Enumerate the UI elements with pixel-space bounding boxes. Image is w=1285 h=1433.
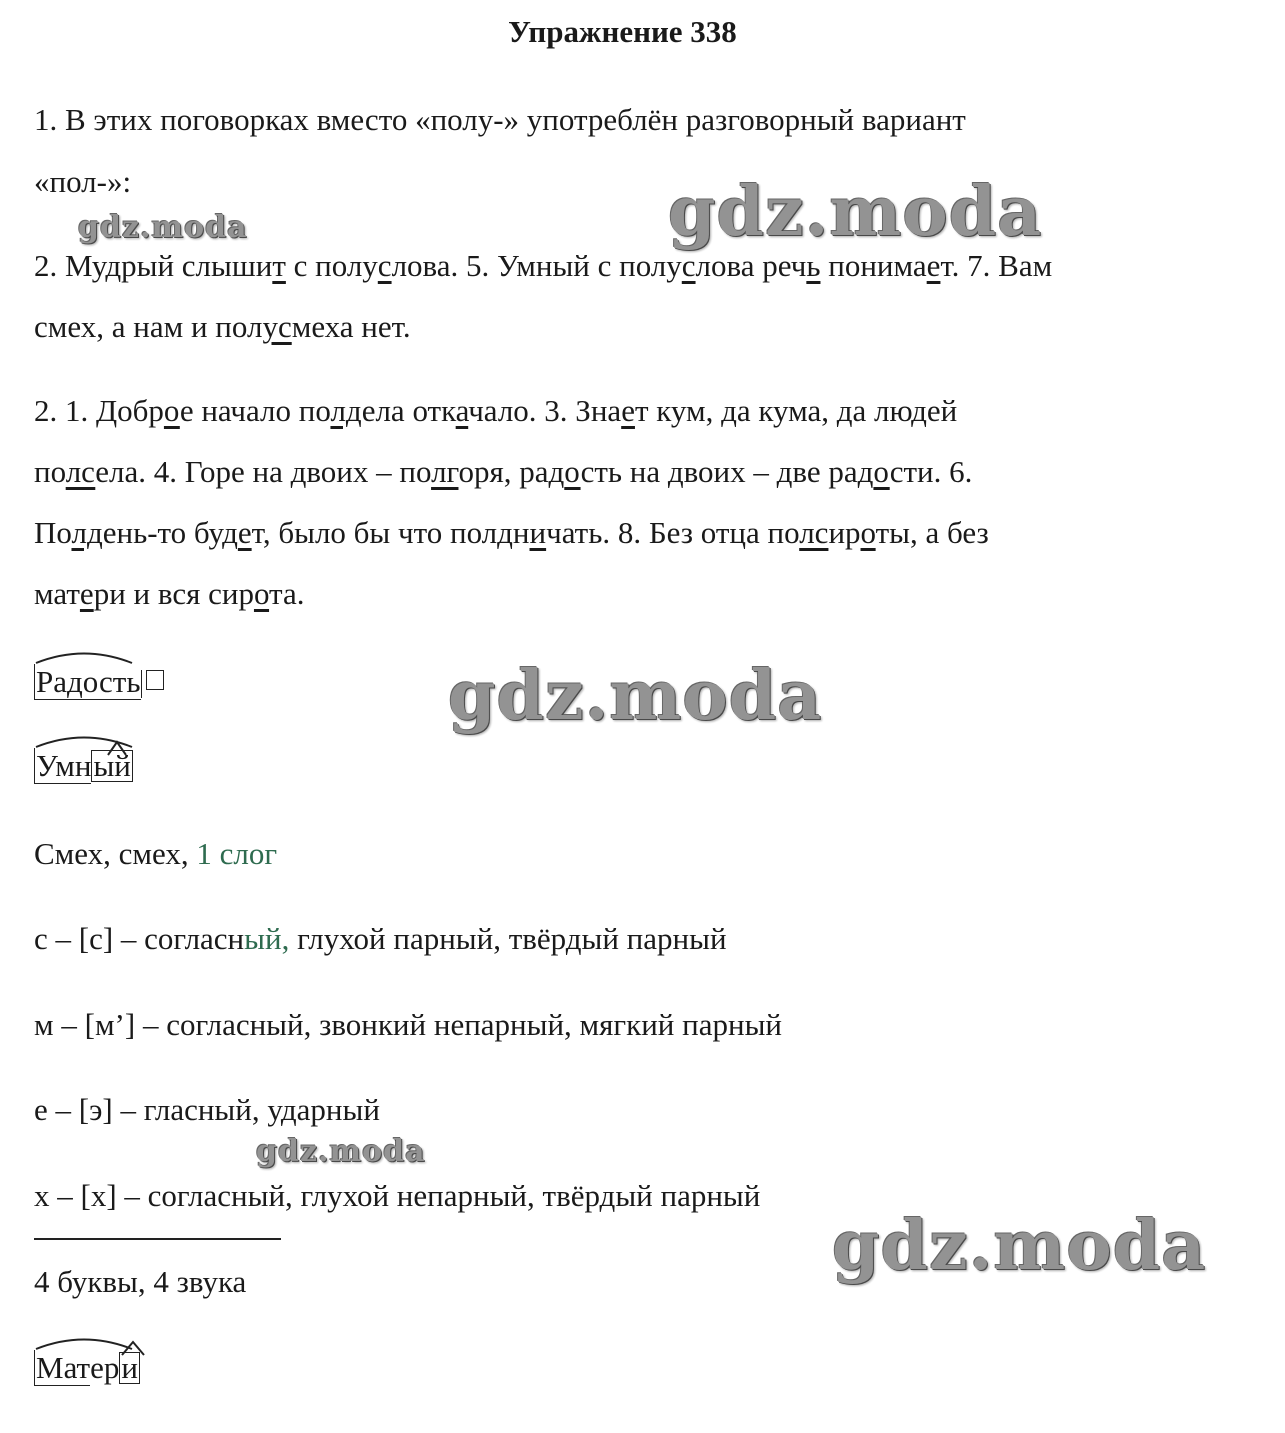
root-mark: Умн bbox=[34, 746, 91, 786]
syllable-count: 1 слог bbox=[196, 836, 278, 871]
paragraph-1-line-2: «пол-»: bbox=[34, 164, 132, 199]
suffix-mark-icon bbox=[106, 740, 128, 756]
morph-umnyy bbox=[34, 746, 133, 786]
paragraph-3-line-3: Полдень-то будет, было бы что полдничать. 8. Без отца полсироты, а без bbox=[34, 515, 989, 550]
paragraph-1-line-1: 1. В этих поговорках вместо «полу-» употреблён разговорный вариант bbox=[34, 102, 966, 137]
morph-radost bbox=[34, 662, 164, 702]
divider bbox=[34, 1238, 281, 1240]
root-mark: Мат bbox=[34, 1348, 90, 1388]
paragraph-2-line-1: 2. Мудрый слышит с полуслова. 5. Умный с полуслова речь понимает. 7. Вам bbox=[34, 248, 1053, 283]
phonetic-summary: 4 буквы, 4 звука bbox=[34, 1264, 247, 1299]
paragraph-2-line-2: смех, а нам и полусмеха нет. bbox=[34, 309, 411, 344]
phonetic-row: м – [м’] – согласный, звонкий непарный, мягкий парный bbox=[34, 1007, 782, 1042]
watermark: gdz.moda bbox=[78, 210, 248, 245]
null-ending-box bbox=[146, 670, 164, 690]
root-mark: Радость bbox=[34, 662, 141, 702]
paragraph-3-line-2: полсела. 4. Горе на двоих – полгоря, радость на двоих – две радости. 6. bbox=[34, 454, 973, 489]
phonetic-row: с – [с] – согласный, глухой парный, твёрдый парный bbox=[34, 921, 727, 956]
watermark: gdz.moda bbox=[448, 656, 823, 736]
watermark: gdz.moda bbox=[832, 1206, 1207, 1286]
ending-box: ый bbox=[93, 748, 131, 783]
watermark: gdz.moda bbox=[668, 172, 1043, 252]
morph-materi: Матери bbox=[34, 1348, 140, 1388]
page-title: Упражнение 338 bbox=[508, 14, 737, 49]
phonetic-row: х – [х] – согласный, глухой непарный, твёрдый парный bbox=[34, 1178, 761, 1213]
root-arc-icon bbox=[34, 1336, 134, 1350]
watermark: gdz.moda bbox=[256, 1134, 426, 1169]
paragraph-3-line-1: 2. 1. Доброе начало полдела откачало. 3. Знает кум, да кума, да людей bbox=[34, 393, 958, 428]
paragraph-3-line-4: матери и вся сирота. bbox=[34, 576, 305, 611]
ending-box: и bbox=[121, 1350, 138, 1385]
root-arc-icon bbox=[34, 650, 134, 664]
suffix-mark-icon bbox=[120, 1340, 146, 1356]
phonetic-header: Смех, смех, 1 слог bbox=[34, 836, 278, 871]
phonetic-row: е – [э] – гласный, ударный bbox=[34, 1092, 380, 1127]
